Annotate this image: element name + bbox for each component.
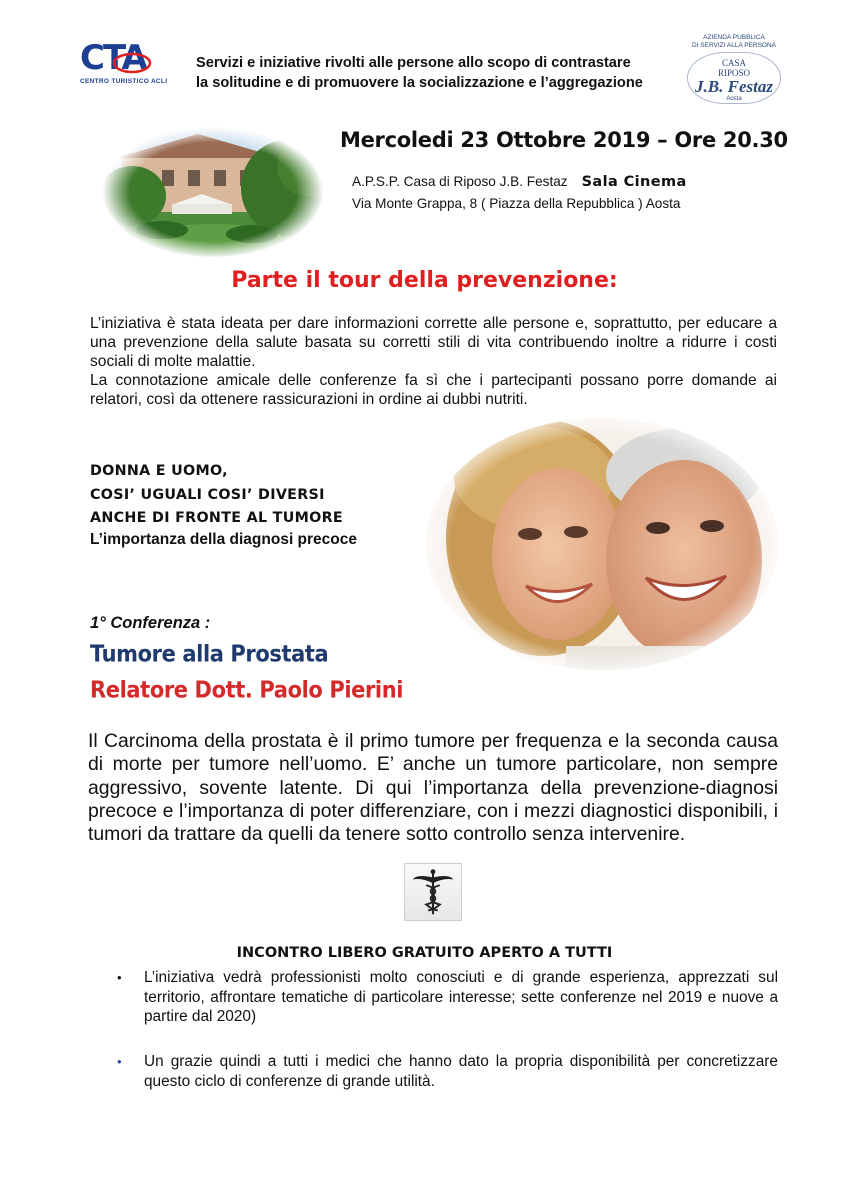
main-title: Parte il tour della prevenzione: — [231, 268, 618, 293]
topic-block — [90, 460, 357, 549]
building-photo — [102, 126, 324, 258]
couple-photo — [426, 418, 778, 670]
bullet-text: Un grazie quindi a tutti i medici che hanno dato la propria disponibilità per concretizzare questo ciclo di conferenze di grande utilità. — [144, 1053, 778, 1090]
intro-text — [90, 314, 777, 409]
speaker-name: Relatore Dott. Paolo Pierini — [90, 676, 404, 703]
bullet-marker: • — [117, 970, 122, 985]
venue-line — [352, 174, 687, 190]
venue-address: Via Monte Grappa, 8 ( Piazza della Repubblica ) Aosta — [352, 196, 681, 211]
event-date: Mercoledi 23 Ottobre 2019 – Ore 20.30 — [340, 128, 788, 152]
list-item — [118, 1052, 778, 1091]
topic-line-1: DONNA E UOMO, — [90, 463, 228, 479]
cta-logo — [80, 38, 168, 88]
venue-name: A.P.S.P. Casa di Riposo J.B. Festaz — [352, 174, 568, 189]
festaz-logo — [684, 34, 784, 104]
header-text — [196, 53, 686, 93]
topic-line-2: COSI’ UGUALI COSI’ DIVERSI — [90, 486, 325, 503]
festaz-logo-name: J.B. Festaz — [695, 77, 773, 96]
cta-logo-letters: CTA — [80, 38, 146, 78]
festaz-logo-line1: AZIENDA PUBBLICA — [703, 34, 765, 41]
intro-paragraph-2: La connotazione amicale delle conferenze fa sì che i partecipanti possano porre domande ai relatori, così da ottenere rassicurazioni in ordine ai dubbi nutriti. — [90, 372, 777, 408]
header-line-2: la solitudine e di promuovere la socializzazione e l’aggregazione — [196, 75, 643, 91]
topic-subtitle: L’importanza della diagnosi precoce — [90, 530, 358, 548]
bullet-marker: • — [117, 1054, 122, 1069]
room-name: Sala Cinema — [581, 174, 687, 190]
festaz-logo-casa: CASA — [721, 58, 746, 68]
cta-logo-subtitle: CENTRO TURISTICO ACLI — [80, 78, 168, 85]
topic-line-3: ANCHE DI FRONTE AL TUMORE — [90, 510, 343, 526]
caduceus-icon — [404, 863, 462, 921]
festaz-logo-riposo: RIPOSO — [717, 68, 750, 78]
free-event-heading: INCONTRO LIBERO GRATUITO APERTO A TUTTI — [236, 945, 613, 961]
festaz-logo-city: Aosta — [726, 96, 742, 102]
festaz-logo-line2: DI SERVIZI ALLA PERSONA — [691, 42, 777, 49]
list-item — [118, 968, 778, 1027]
intro-paragraph-1: L’iniziativa è stata ideata per dare informazioni corrette alle persone e, soprattutto, per educare a una prevenzione della salute basata su corretti stili di vita contribuendo inoltre a ridurre i costi sociali di molte malattie. — [90, 315, 777, 370]
conference-title: Tumore alla Prostata — [90, 640, 329, 667]
bullet-text: L’iniziativa vedrà professionisti molto conosciuti e di grande esperienza, apprezzati sul territorio, affrontare tematiche di particolare interesse; sette conferenze nel 2019 e nuove a partire dal 2020) — [144, 969, 778, 1025]
conference-label: 1° Conferenza : — [90, 614, 211, 632]
cta-swoosh-icon — [108, 48, 152, 78]
header-line-1: Servizi e iniziative rivolti alle persone allo scopo di contrastare — [196, 55, 631, 71]
festaz-emblem — [687, 52, 781, 104]
description-text: Il Carcinoma della prostata è il primo tumore per frequenza e la seconda causa di morte per tumore nell’uomo. E’ anche un tumore particolare, non sempre aggressivo, sovente latente. Di qui l’importanza della prevenzione-diagnosi precoce e l’importanza di poter differenziare, con i mezzi diagnostici disponibili, i tumori da trattare da quelli da tenere sotto controllo senza intervenire. — [88, 730, 778, 846]
